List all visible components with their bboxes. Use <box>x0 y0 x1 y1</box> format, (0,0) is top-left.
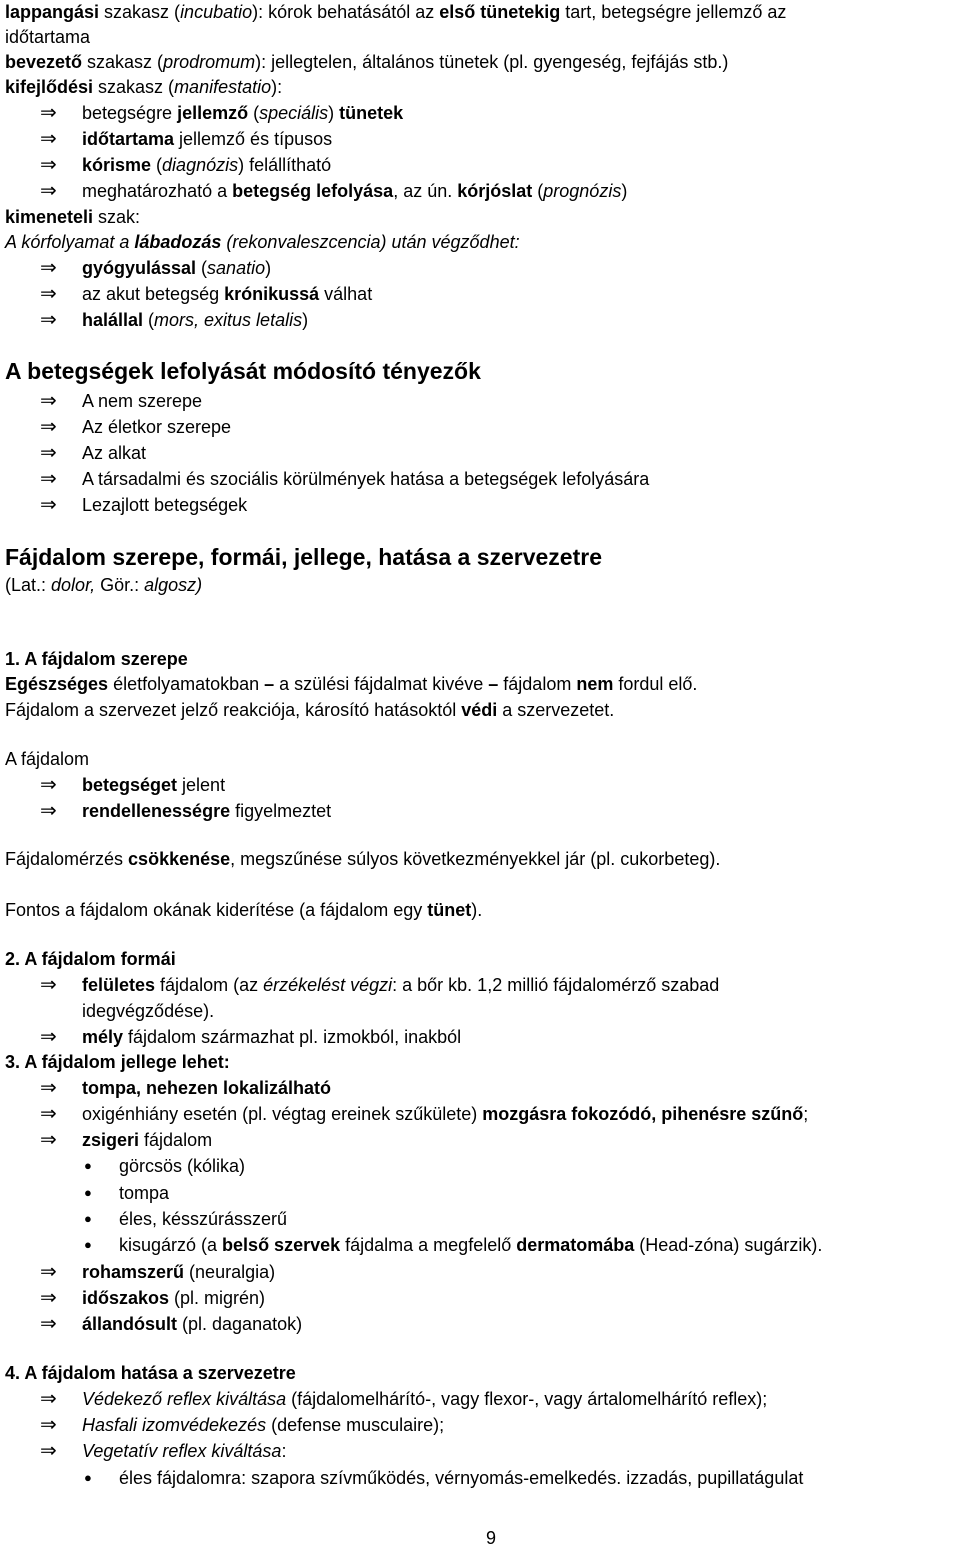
section-heading: A betegségek lefolyását módosító tényezők <box>5 358 481 384</box>
subsection-heading: 4. A fájdalom hatása a szervezetre <box>5 1363 296 1383</box>
double-arrow-icon: ⇒ <box>40 1261 57 1283</box>
subsection-heading: 3. A fájdalom jellege lehet: <box>5 1052 230 1072</box>
subsection-heading: 2. A fájdalom formái <box>5 949 176 969</box>
text-line: (Lat.: dolor, Gör.: algosz) <box>5 575 203 595</box>
double-arrow-icon: ⇒ <box>40 154 57 176</box>
double-arrow-icon: ⇒ <box>40 416 57 438</box>
text-line: A fájdalom <box>5 749 90 769</box>
double-arrow-icon: ⇒ <box>40 1129 57 1151</box>
double-arrow-icon: ⇒ <box>40 390 57 412</box>
subsection-heading: 1. A fájdalom szerepe <box>5 649 188 669</box>
text-line: Fájdalomérzés csökkenése, megszűnése súlyos következményekkel jár (pl. cukorbeteg). <box>5 849 721 869</box>
double-arrow-icon: ⇒ <box>40 468 57 490</box>
double-arrow-icon: ⇒ <box>40 102 57 124</box>
double-arrow-icon: ⇒ <box>40 257 57 279</box>
double-arrow-icon: ⇒ <box>40 974 57 996</box>
text-line: Fájdalom a szervezet jelző reakciója, károsító hatásoktól védi a szervezetet. <box>5 700 615 720</box>
double-arrow-icon: ⇒ <box>40 1440 57 1462</box>
text-line: kimeneteli szak: <box>5 207 141 227</box>
double-arrow-icon: ⇒ <box>40 442 57 464</box>
text-line: időtartama <box>5 27 91 47</box>
text-line: Egészséges életfolyamatokban – a szülési fájdalmat kivéve – fájdalom nem fordul elő. <box>5 674 698 694</box>
double-arrow-icon: ⇒ <box>40 283 57 305</box>
double-arrow-icon: ⇒ <box>40 800 57 822</box>
double-arrow-icon: ⇒ <box>40 774 57 796</box>
text-line: lappangási szakasz (incubatio): kórok behatásától az első tünetekig tart, betegségre jellemző az <box>5 2 787 22</box>
bullet-icon: ● <box>84 1158 92 1173</box>
bullet-icon: ● <box>84 1211 92 1226</box>
text-line: Fontos a fájdalom okának kiderítése (a fájdalom egy tünet). <box>5 900 483 920</box>
page-number: 9 <box>486 1528 497 1548</box>
double-arrow-icon: ⇒ <box>40 180 57 202</box>
double-arrow-icon: ⇒ <box>40 1414 57 1436</box>
double-arrow-icon: ⇒ <box>40 309 57 331</box>
text-line: A kórfolyamat a lábadozás (rekonvaleszcencia) után végződhet: <box>5 232 520 252</box>
double-arrow-icon: ⇒ <box>40 1077 57 1099</box>
double-arrow-icon: ⇒ <box>40 1313 57 1335</box>
double-arrow-icon: ⇒ <box>40 128 57 150</box>
bullet-icon: ● <box>84 1185 92 1200</box>
double-arrow-icon: ⇒ <box>40 1388 57 1410</box>
bullet-icon: ● <box>84 1470 92 1485</box>
section-heading: Fájdalom szerepe, formái, jellege, hatása a szervezetre <box>5 544 603 570</box>
text-line: bevezető szakasz (prodromum): jellegtelen, általános tünetek (pl. gyengeség, fejfájás stb.) <box>5 52 729 72</box>
text-line: idegvégződése). <box>82 1001 215 1021</box>
bullet-icon: ● <box>84 1237 92 1252</box>
double-arrow-icon: ⇒ <box>40 1026 57 1048</box>
double-arrow-icon: ⇒ <box>40 1103 57 1125</box>
double-arrow-icon: ⇒ <box>40 1287 57 1309</box>
text-line: kifejlődési szakasz (manifestatio): <box>5 77 283 97</box>
double-arrow-icon: ⇒ <box>40 494 57 516</box>
